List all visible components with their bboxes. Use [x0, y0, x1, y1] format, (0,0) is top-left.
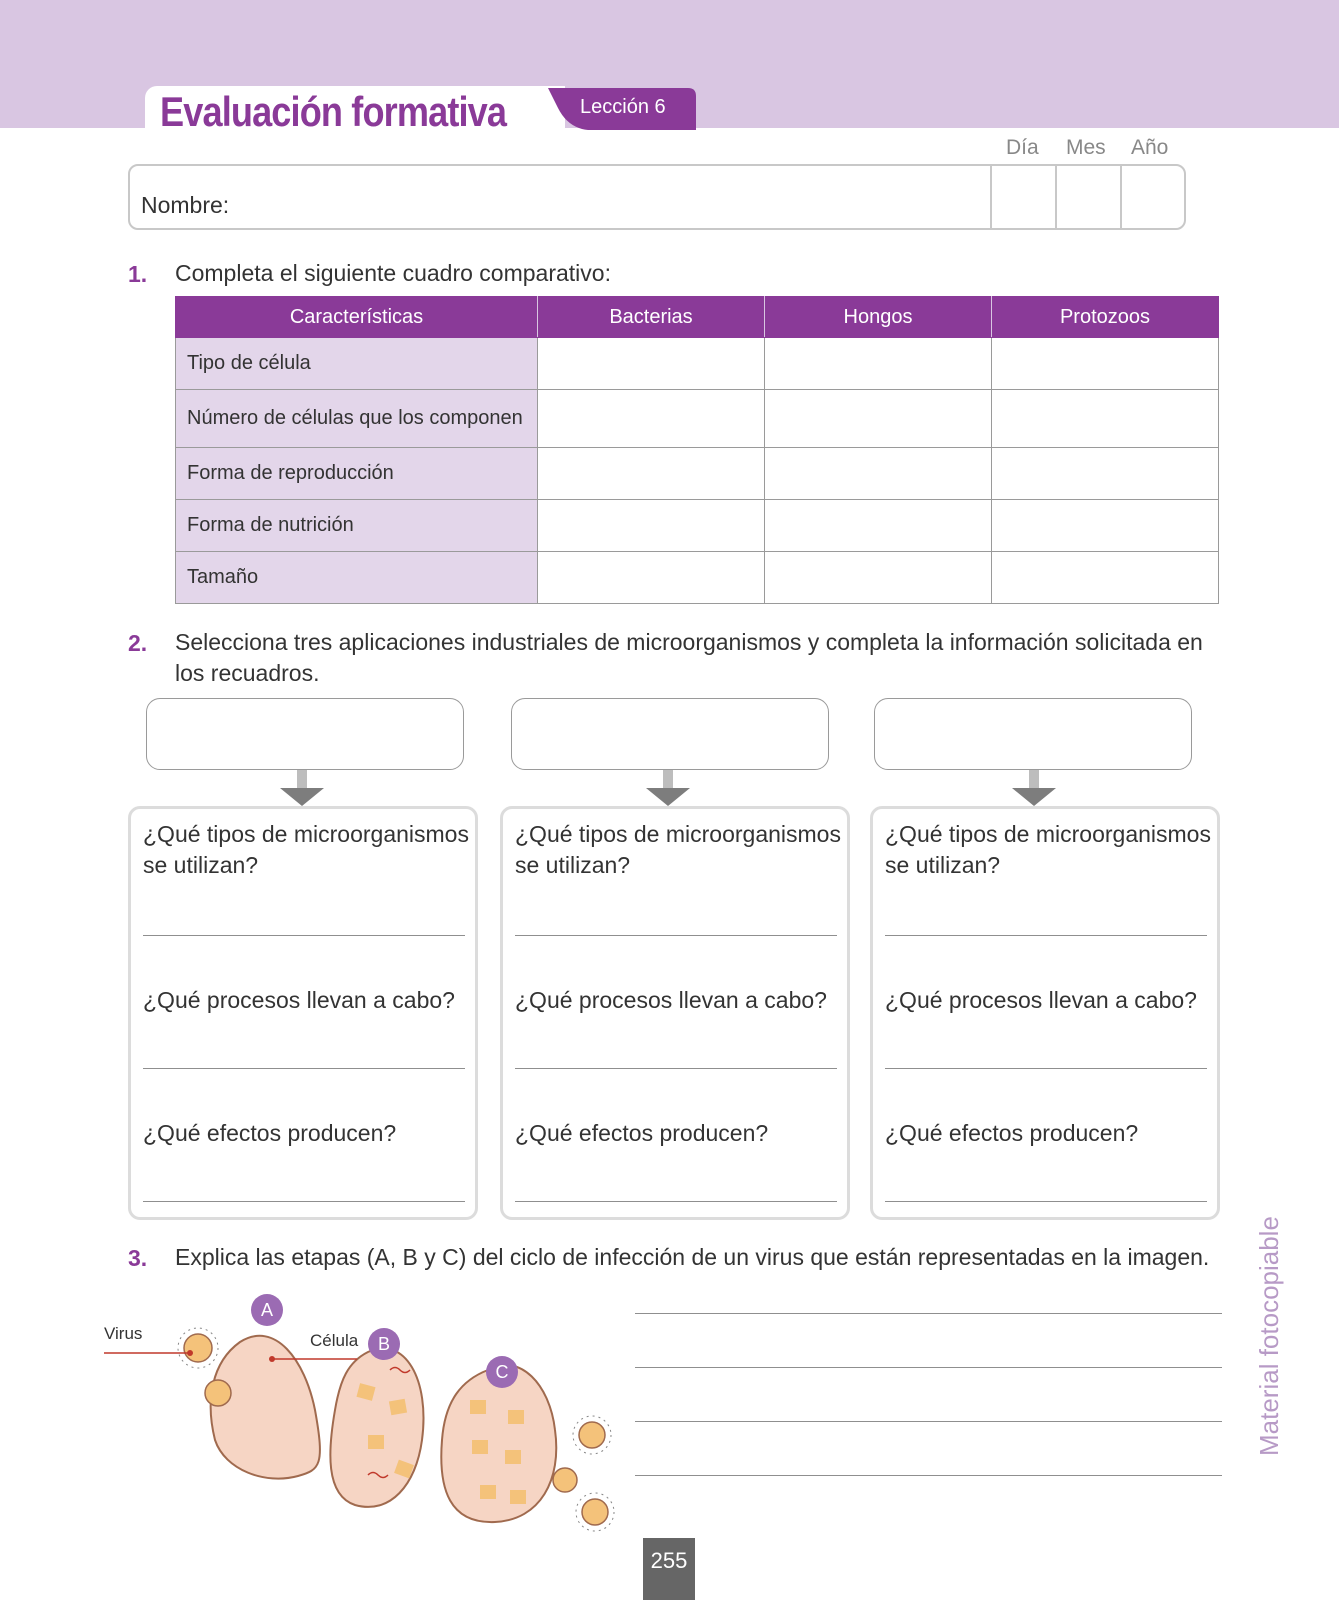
- answer-line[interactable]: [635, 1421, 1222, 1422]
- answer-cell[interactable]: [538, 500, 765, 552]
- question-processes: ¿Qué procesos llevan a cabo?: [515, 987, 827, 1013]
- cell-label: Célula: [310, 1331, 359, 1350]
- application-box-1[interactable]: [146, 698, 464, 770]
- arrow-down-icon: [280, 770, 324, 808]
- cell-b: [330, 1348, 423, 1507]
- virus-label: Virus: [104, 1324, 143, 1343]
- question-box-1: [128, 806, 478, 1220]
- day-label: Día: [1006, 136, 1039, 159]
- answer-cell[interactable]: [992, 448, 1219, 500]
- row-label-reproduction: Forma de reproducción: [176, 448, 538, 500]
- row-label-cell-count: Número de células que los componen: [176, 390, 538, 448]
- header-characteristics: Características: [176, 297, 538, 338]
- answer-cell[interactable]: [538, 338, 765, 390]
- question-microorganisms: ¿Qué tipos de microorganismos se utilizan?: [143, 821, 469, 878]
- table-row: [176, 500, 1219, 552]
- stage-c-marker: C: [486, 1356, 518, 1388]
- answer-line[interactable]: [885, 935, 1207, 936]
- row-label-cell-type: Tipo de célula: [176, 338, 538, 390]
- virus-particle: [184, 1334, 212, 1362]
- stage-b-marker: B: [368, 1328, 400, 1360]
- side-note: Material fotocopiable: [1254, 1216, 1284, 1456]
- question-processes: ¿Qué procesos llevan a cabo?: [143, 987, 455, 1013]
- answer-cell[interactable]: [765, 552, 992, 604]
- month-divider: [1055, 164, 1057, 230]
- virus-particle: [205, 1380, 231, 1406]
- arrow-down-icon: [1012, 770, 1056, 808]
- stage-a-marker: A: [251, 1294, 283, 1326]
- question-microorganisms: ¿Qué tipos de microorganismos se utilizan?: [885, 821, 1211, 878]
- question-microorganisms: ¿Qué tipos de microorganismos se utilizan?: [515, 821, 841, 878]
- question-effects: ¿Qué efectos producen?: [885, 1120, 1139, 1146]
- question-box-2: [500, 806, 850, 1220]
- year-label: Año: [1131, 136, 1169, 159]
- answer-cell[interactable]: [538, 448, 765, 500]
- arrow-down-icon: [646, 770, 690, 808]
- month-label: Mes: [1066, 136, 1106, 159]
- year-divider: [1120, 164, 1122, 230]
- name-field[interactable]: [128, 164, 1186, 230]
- virus-particle: [553, 1468, 577, 1492]
- question-3-number: 3.: [128, 1245, 148, 1271]
- virus-particle: [579, 1422, 605, 1448]
- answer-line[interactable]: [885, 1201, 1207, 1202]
- answer-line[interactable]: [143, 1068, 465, 1069]
- page-title: Evaluación formativa: [160, 88, 507, 135]
- answer-cell[interactable]: [765, 448, 992, 500]
- answer-line[interactable]: [143, 935, 465, 936]
- answer-line[interactable]: [635, 1475, 1222, 1476]
- header-fungi: Hongos: [765, 297, 992, 338]
- answer-cell[interactable]: [765, 390, 992, 448]
- table-row: [176, 552, 1219, 604]
- answer-cell[interactable]: [765, 338, 992, 390]
- answer-line[interactable]: [143, 1201, 465, 1202]
- question-3-text: Explica las etapas (A, B y C) del ciclo de infección de un virus que están representadas en la imagen.: [175, 1244, 1210, 1270]
- application-box-2[interactable]: [511, 698, 829, 770]
- row-label-size: Tamaño: [176, 552, 538, 604]
- answer-cell[interactable]: [765, 500, 992, 552]
- answer-cell[interactable]: [538, 390, 765, 448]
- question-effects: ¿Qué efectos producen?: [143, 1120, 397, 1146]
- answer-line[interactable]: [515, 1068, 837, 1069]
- question-processes: ¿Qué procesos llevan a cabo?: [885, 987, 1197, 1013]
- question-effects: ¿Qué efectos producen?: [515, 1120, 769, 1146]
- question-1-text: Completa el siguiente cuadro comparativo:: [175, 260, 611, 286]
- question-1-number: 1.: [128, 261, 148, 287]
- question-box-3: [870, 806, 1220, 1220]
- answer-cell[interactable]: [538, 552, 765, 604]
- answer-cell[interactable]: [992, 552, 1219, 604]
- name-label: Nombre:: [141, 192, 230, 218]
- table-row: [176, 390, 1219, 448]
- comparison-table: [175, 296, 1219, 604]
- answer-cell[interactable]: [992, 390, 1219, 448]
- table-row: [176, 338, 1219, 390]
- question-2-number: 2.: [128, 630, 148, 656]
- answer-cell[interactable]: [992, 500, 1219, 552]
- lesson-label: Lección 6: [580, 96, 666, 118]
- virus-infection-diagram: [100, 1290, 620, 1560]
- table-header-row: [176, 297, 1219, 338]
- row-label-nutrition: Forma de nutrición: [176, 500, 538, 552]
- answer-cell[interactable]: [992, 338, 1219, 390]
- cell-c: [441, 1365, 556, 1522]
- page-number: 255: [650, 1548, 688, 1573]
- answer-line[interactable]: [885, 1068, 1207, 1069]
- answer-line[interactable]: [635, 1367, 1222, 1368]
- answer-line[interactable]: [635, 1313, 1222, 1314]
- header-bacteria: Bacterias: [538, 297, 765, 338]
- cell-a: [211, 1336, 320, 1479]
- answer-line[interactable]: [515, 1201, 837, 1202]
- question-2-text: Selecciona tres aplicaciones industriales de microorganismos y completa la información solicitada en los recuadros.: [175, 629, 1203, 686]
- answer-line[interactable]: [515, 935, 837, 936]
- application-box-3[interactable]: [874, 698, 1192, 770]
- virus-particle: [582, 1499, 608, 1525]
- table-row: [176, 448, 1219, 500]
- header-protozoa: Protozoos: [992, 297, 1219, 338]
- day-divider: [990, 164, 992, 230]
